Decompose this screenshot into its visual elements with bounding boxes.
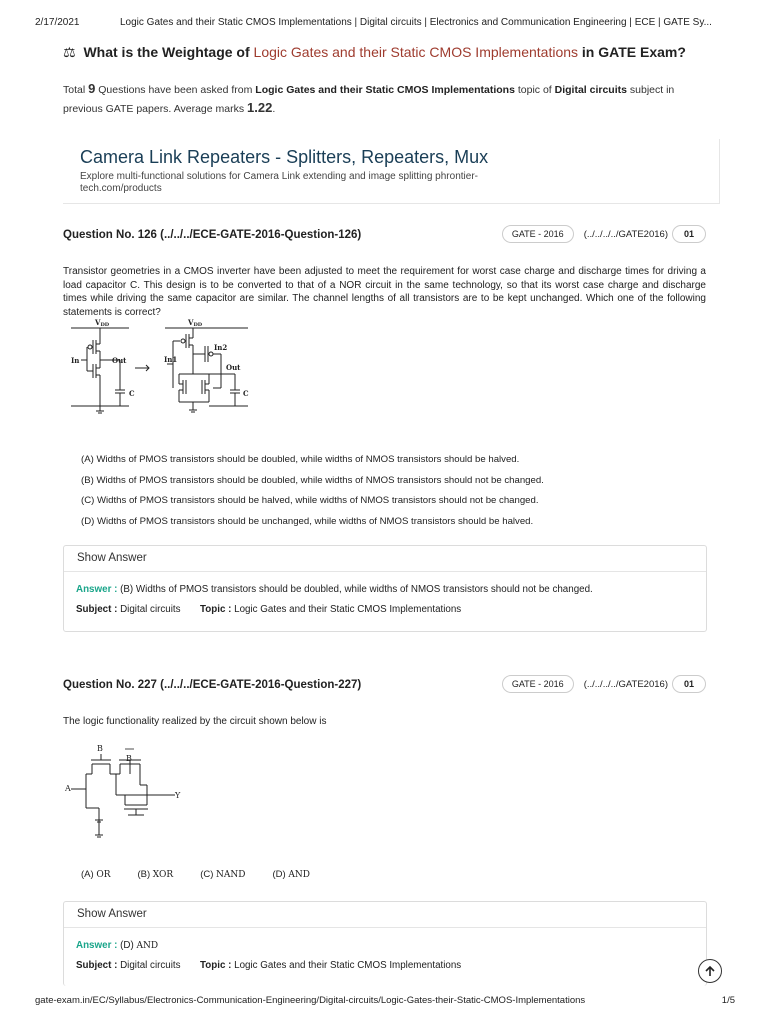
option-value: XOR [152, 870, 174, 880]
subject-label: Subject : [76, 960, 118, 971]
answer-panel [63, 545, 707, 632]
answer-row [76, 940, 694, 960]
svg-text:VDD [187, 318, 203, 328]
balance-scale-icon: ⚖ [63, 44, 76, 60]
question-header [63, 675, 706, 697]
summary-subject: Digital circuits [554, 84, 627, 96]
option-d: (D) Widths of PMOS transistors should be unchanged, while widths of NMOS transistors should be halved. [81, 515, 534, 527]
option-a [81, 869, 110, 880]
in-label: In [71, 356, 80, 365]
print-date: 2/17/2021 [35, 17, 80, 28]
out-label: Out [112, 356, 127, 365]
advertisement[interactable] [63, 139, 720, 204]
a-label: A [65, 784, 71, 793]
option-value: AND [288, 870, 310, 880]
answer-text: (B) Widths of PMOS transistors should be doubled, while widths of NMOS transistors should not be changed. [120, 584, 593, 595]
summary-text: subject in previous GATE papers. Average marks [63, 84, 675, 115]
weightage-heading-suffix: in GATE Exam? [581, 44, 686, 60]
marks-badge: 01 [672, 675, 706, 693]
answer-prefix: (D) [120, 940, 134, 951]
svg-text:VDD [94, 318, 110, 328]
show-answer-button[interactable]: Show Answer [64, 546, 706, 572]
summary-text: . [272, 103, 276, 115]
subject-value: Digital circuits [120, 960, 181, 971]
print-title: Logic Gates and their Static CMOS Implementations | Digital circuits | Electronics and Communication Engineering | ECE | GATE Sy... [120, 17, 712, 28]
question-text: The logic functionality realized by the circuit shown below is [63, 716, 327, 727]
option-a: (A) Widths of PMOS transistors should be doubled, while widths of NMOS transistors should be halved. [81, 454, 520, 465]
c-label: C [243, 389, 249, 398]
in2-label: In2 [214, 343, 228, 352]
option-b: (B) Widths of PMOS transistors should be doubled, while widths of NMOS transistors should not be changed. [81, 474, 544, 486]
scroll-to-top-button[interactable] [698, 959, 722, 983]
vdd-label: V [95, 318, 101, 327]
topic-label: Topic : [200, 960, 232, 971]
question-title-link[interactable]: Question No. 126 (../../../ECE-GATE-2016-Question-126) [63, 229, 362, 241]
page-number: 1/5 [721, 995, 735, 1006]
weightage-summary [63, 80, 706, 118]
option-c [200, 869, 245, 880]
answer-label: Answer : [76, 940, 118, 951]
ad-description: Explore multi-functional solutions for Camera Link extending and image splitting phrontier-tech.com/products [80, 171, 478, 194]
show-answer-button[interactable]: Show Answer [64, 902, 706, 928]
answer-label: Answer : [76, 584, 118, 595]
y-label: Y [175, 791, 181, 800]
answer-panel [63, 901, 707, 986]
exam-badge[interactable]: GATE - 2016 [502, 225, 574, 243]
subject-label: Subject : [76, 604, 118, 615]
b-label: B [97, 744, 103, 753]
exam-badge[interactable]: GATE - 2016 [502, 675, 574, 693]
summary-text: Questions have been asked from [98, 84, 253, 96]
pass-transistor-figure [63, 740, 193, 840]
marks-badge: 01 [672, 225, 706, 243]
summary-text: Total [63, 84, 86, 96]
subject-value: Digital circuits [120, 604, 181, 615]
question-count: 9 [88, 81, 96, 96]
option-label: (A) [81, 869, 94, 880]
print-footer [35, 995, 735, 1006]
weightage-heading-prefix: What is the Weightage of [83, 44, 250, 60]
answer-options [81, 869, 337, 880]
weightage-heading [63, 44, 686, 61]
cmos-circuit-figure [63, 318, 253, 418]
out-label: Out [226, 363, 241, 372]
question-header [63, 225, 706, 247]
in1-label: In1 [164, 355, 178, 364]
topic-value: Logic Gates and their Static CMOS Implementations [234, 960, 462, 971]
option-value: OR [96, 870, 111, 880]
question-meta [502, 675, 706, 693]
summary-topic: Logic Gates and their Static CMOS Implementations [255, 84, 515, 96]
exam-link[interactable]: (../../../../GATE2016) [583, 228, 668, 240]
subject-topic-row [76, 604, 694, 624]
topic-label: Topic : [200, 604, 232, 615]
question-text: Transistor geometries in a CMOS inverter have been adjusted to meet the requirement for worst case charge and discharge times for driving a load capacitor C. This design is to be converted to that of a NOR circuit in the same technology, so that its worst case charge and discharge times while driving the same capacitor are similar. The channel lengths of all transistors are to be kept unchanged. Which one of the following statements is correct? [63, 266, 706, 318]
answer-options [81, 454, 544, 536]
vdd-label: V [188, 318, 194, 327]
print-header [35, 17, 735, 28]
option-b [137, 869, 173, 880]
print-url: gate-exam.in/EC/Syllabus/Electronics-Communication-Engineering/Digital-circuits/Logic-Gates-their-Static-CMOS-Implementations [35, 995, 586, 1006]
option-d [273, 869, 310, 880]
option-value: NAND [216, 870, 246, 880]
question-title-link[interactable]: Question No. 227 (../../../ECE-GATE-2016-Question-227) [63, 679, 362, 691]
vdd-sub-label: DD [100, 322, 110, 328]
answer-value: AND [136, 941, 159, 951]
weightage-topic-link[interactable]: Logic Gates and their Static CMOS Implementations [253, 44, 579, 60]
bbar-label: B [126, 754, 132, 763]
average-marks: 1.22 [247, 100, 273, 115]
exam-link[interactable]: (../../../../GATE2016) [583, 678, 668, 690]
option-c: (C) Widths of PMOS transistors should be halved, while widths of NMOS transistors should not be changed. [81, 495, 539, 506]
question-meta [502, 225, 706, 243]
vdd-sub-label: DD [193, 322, 203, 328]
answer-content [64, 928, 706, 980]
arrow-up-circle-icon [704, 965, 716, 977]
topic-value: Logic Gates and their Static CMOS Implementations [234, 604, 462, 615]
summary-text: topic of [517, 84, 552, 96]
option-label: (B) [137, 869, 151, 880]
subject-topic-row [76, 960, 694, 980]
answer-row [76, 584, 694, 604]
c-label: C [129, 389, 135, 398]
option-label: (D) [272, 869, 286, 880]
answer-content [64, 572, 706, 624]
option-label: (C) [200, 869, 214, 880]
ad-title[interactable]: Camera Link Repeaters - Splitters, Repeaters, Mux [80, 147, 489, 167]
